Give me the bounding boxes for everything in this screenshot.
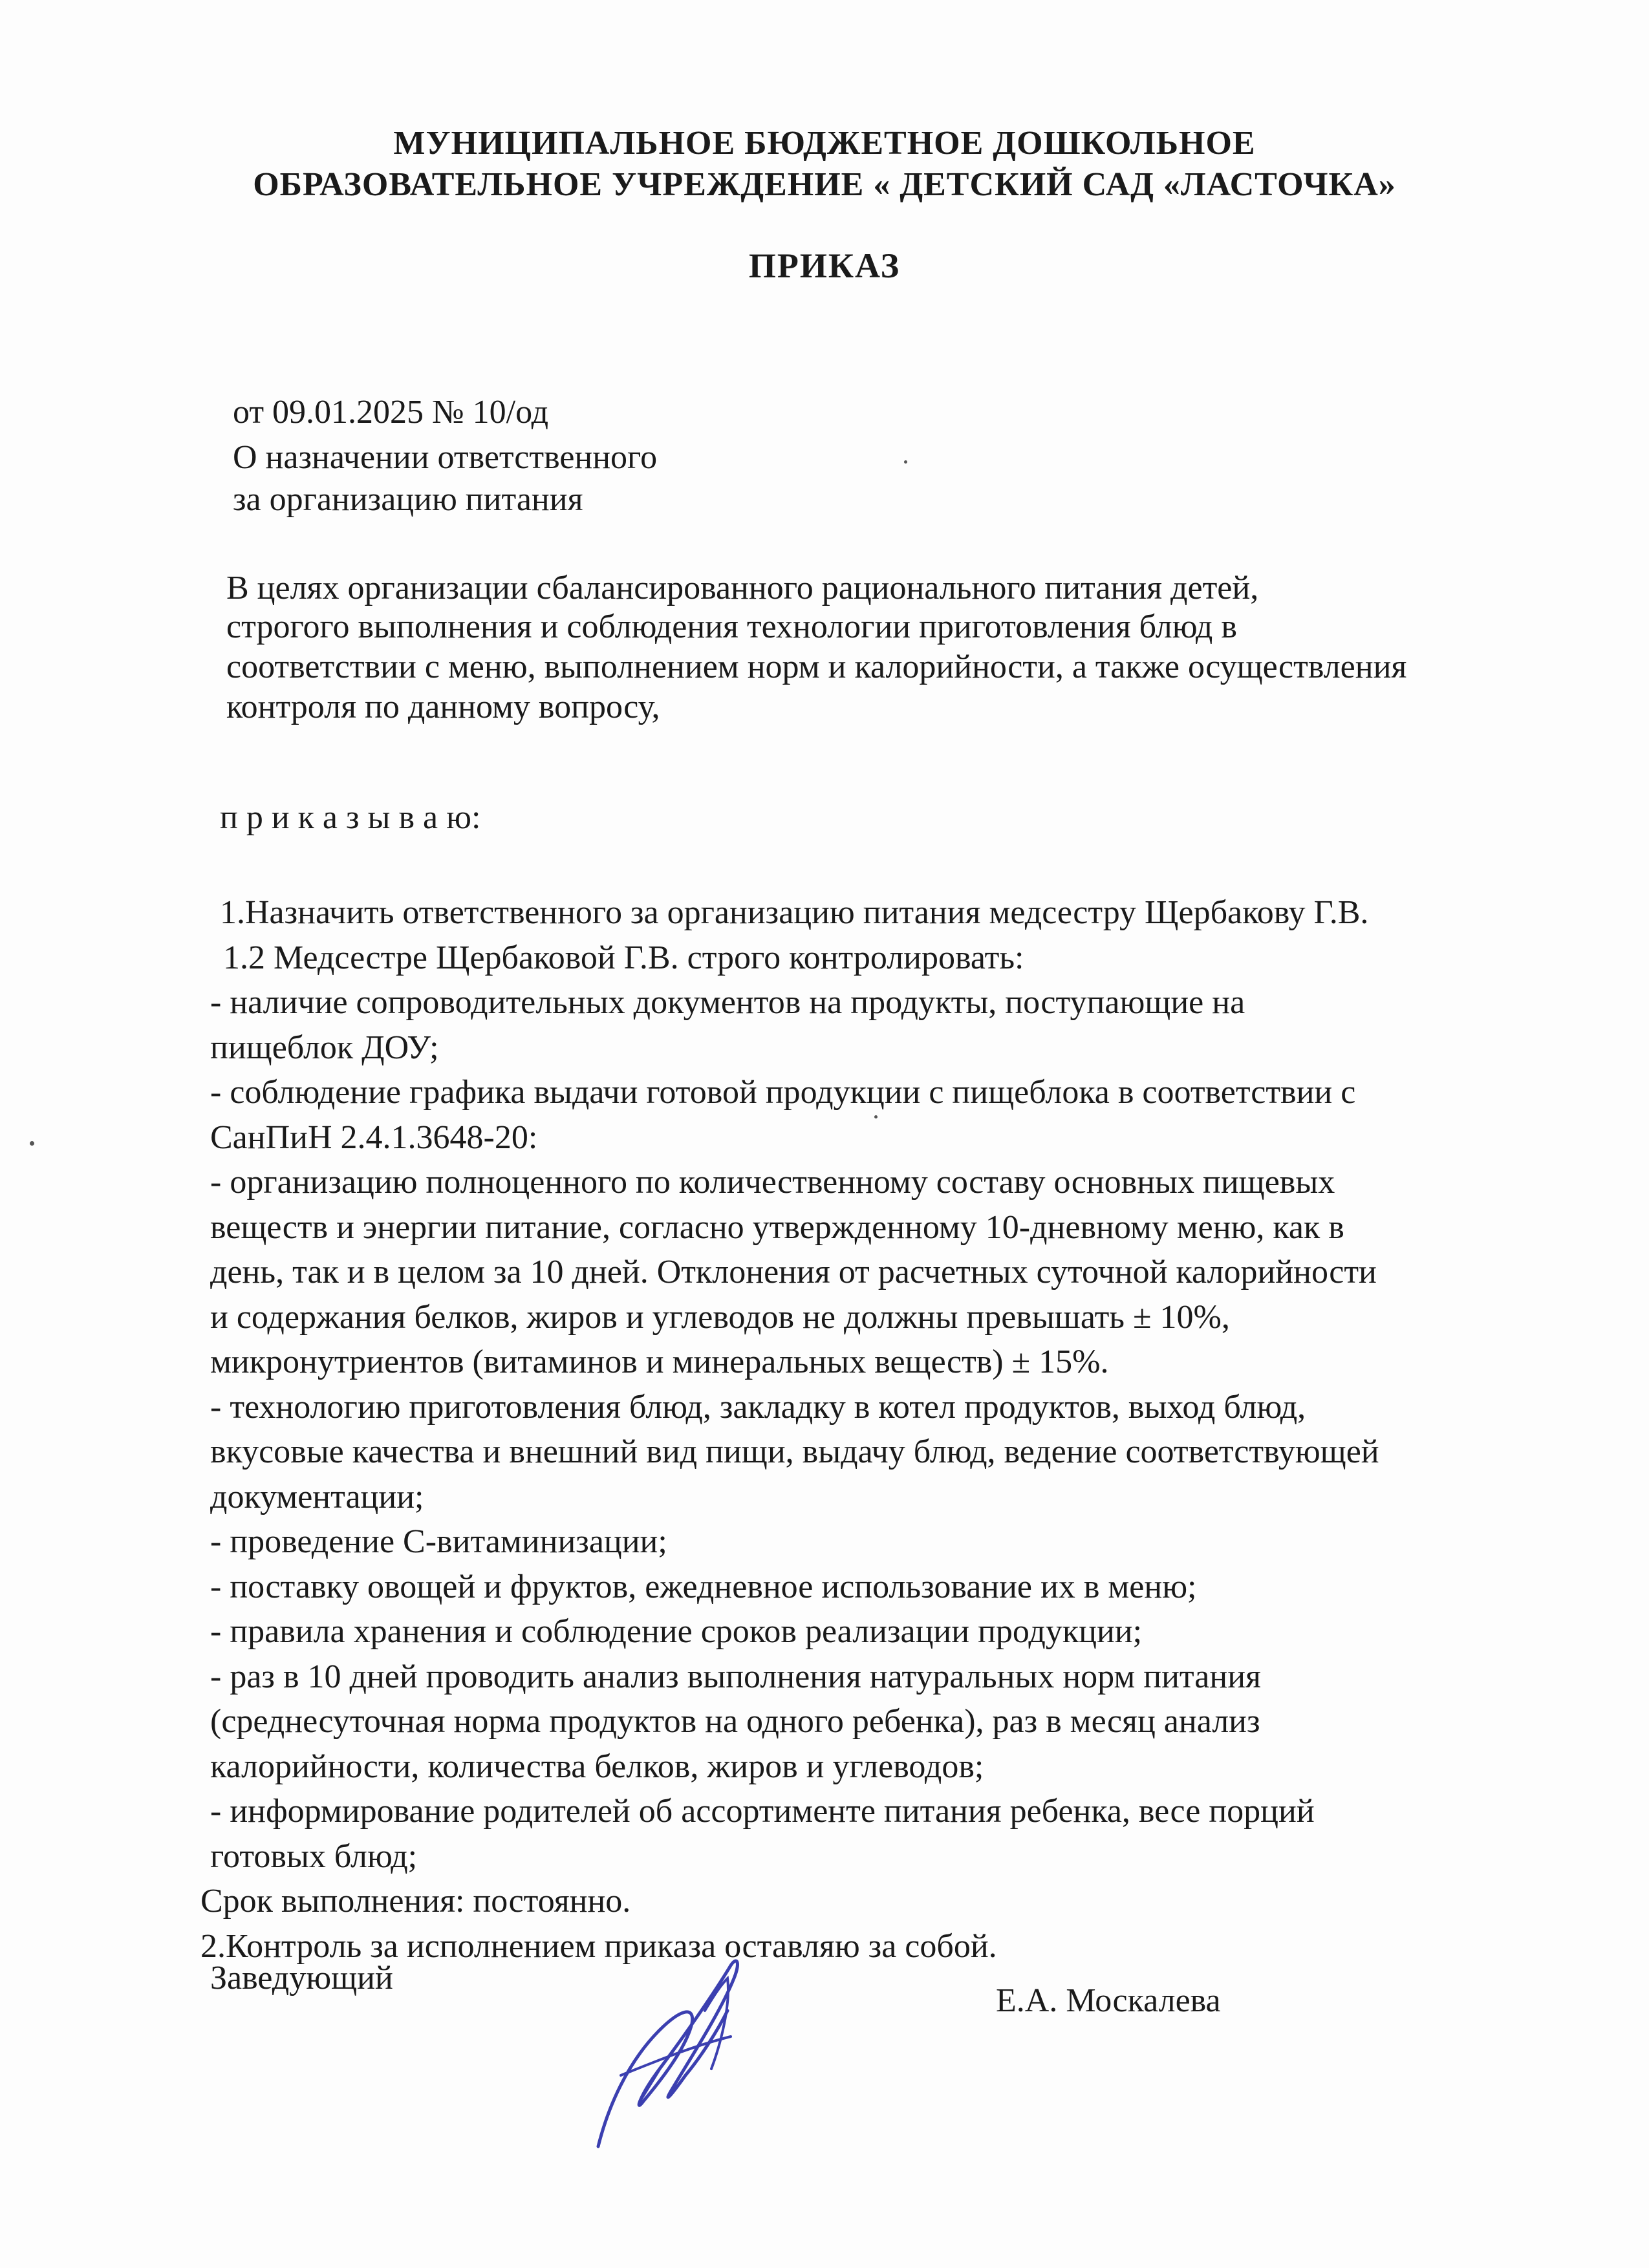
preamble-line: В целях организации сбалансированного рационального питания детей, — [226, 570, 1259, 606]
order-body-line: и содержания белков, жиров и углеводов не должны превышать ± 10%, — [210, 1299, 1230, 1336]
order-body-line: - организацию полноценного по количественному составу основных пищевых — [210, 1164, 1335, 1201]
order-body-line: - технологию приготовления блюд, закладку в котел продуктов, выход блюд, — [210, 1389, 1306, 1426]
institution-header — [0, 123, 1649, 206]
order-subject-line2: за организацию питания — [233, 481, 583, 518]
order-body-line: (среднесуточная норма продуктов на одного ребенка), раз в месяц анализ — [210, 1703, 1260, 1740]
order-body-line: готовых блюд; — [210, 1838, 418, 1875]
order-body-line: микронутриентов (витаминов и минеральных веществ) ± 15%. — [210, 1343, 1109, 1380]
order-body-line: 1.Назначить ответственного за организацию питания медсестру Щербакову Г.В. — [220, 894, 1369, 931]
signature-position-label: Заведующий — [210, 1960, 393, 1996]
order-body-line: Срок выполнения: постоянно. — [200, 1883, 631, 1920]
handwritten-signature — [582, 1933, 763, 2153]
order-body-line: - проведение С-витаминизации; — [210, 1523, 667, 1560]
order-body-line: день, так и в целом за 10 дней. Отклонения от расчетных суточной калорийности — [210, 1254, 1377, 1290]
preamble-line: соответствии с меню, выполнением норм и калорийности, а также осуществления — [226, 648, 1407, 685]
preamble-line: контроля по данному вопросу, — [226, 689, 660, 725]
order-body-line: 1.2 Медсестре Щербаковой Г.В. строго контролировать: — [223, 939, 1024, 976]
order-body-line: документации; — [210, 1479, 424, 1515]
order-body-line: - соблюдение графика выдачи готовой продукции с пищеблока в соответствии с — [210, 1074, 1356, 1111]
order-body-line: СанПиН 2.4.1.3648-20: — [210, 1119, 538, 1156]
document-title: ПРИКАЗ — [748, 246, 901, 285]
order-date-number: от 09.01.2025 № 10/од — [233, 394, 549, 431]
scan-speck — [30, 1141, 34, 1146]
order-body-line: 2.Контроль за исполнением приказа оставляю за собой. — [200, 1928, 997, 1965]
institution-header-line1: МУНИЦИПАЛЬНОЕ БЮДЖЕТНОЕ ДОШКОЛЬНОЕ — [393, 125, 1256, 162]
order-body-line: вкусовые качества и внешний вид пищи, выдачу блюд, ведение соответствующей — [210, 1433, 1379, 1470]
order-body-line: - информирование родителей об ассортименте питания ребенка, весе порций — [210, 1793, 1315, 1830]
signatory-name: Е.А. Москалева — [996, 1982, 1221, 2019]
order-body-line: - правила хранения и соблюдение сроков реализации продукции; — [210, 1613, 1143, 1650]
order-word: п р и к а з ы в а ю: — [220, 799, 481, 836]
order-body-line: пищеблок ДОУ; — [210, 1029, 439, 1066]
preamble-line: строгого выполнения и соблюдения технологии приготовления блюд в — [226, 608, 1237, 645]
order-body-line: веществ и энергии питание, согласно утвержденному 10-дневному меню, как в — [210, 1209, 1344, 1246]
scan-speck — [874, 1115, 878, 1118]
order-body-line: - наличие сопроводительных документов на продукты, поступающие на — [210, 984, 1245, 1021]
order-body-line: - раз в 10 дней проводить анализ выполнения натуральных норм питания — [210, 1658, 1261, 1695]
order-body-line: - поставку овощей и фруктов, ежедневное использование их в меню; — [210, 1568, 1197, 1605]
institution-header-line2: ОБРАЗОВАТЕЛЬНОЕ УЧРЕЖДЕНИЕ « ДЕТСКИЙ САД «ЛАСТОЧКА» — [253, 166, 1396, 203]
order-body-line: калорийности, количества белков, жиров и углеводов; — [210, 1748, 984, 1785]
order-subject-line1: О назначении ответственного — [233, 439, 658, 476]
scan-speck — [904, 460, 907, 464]
